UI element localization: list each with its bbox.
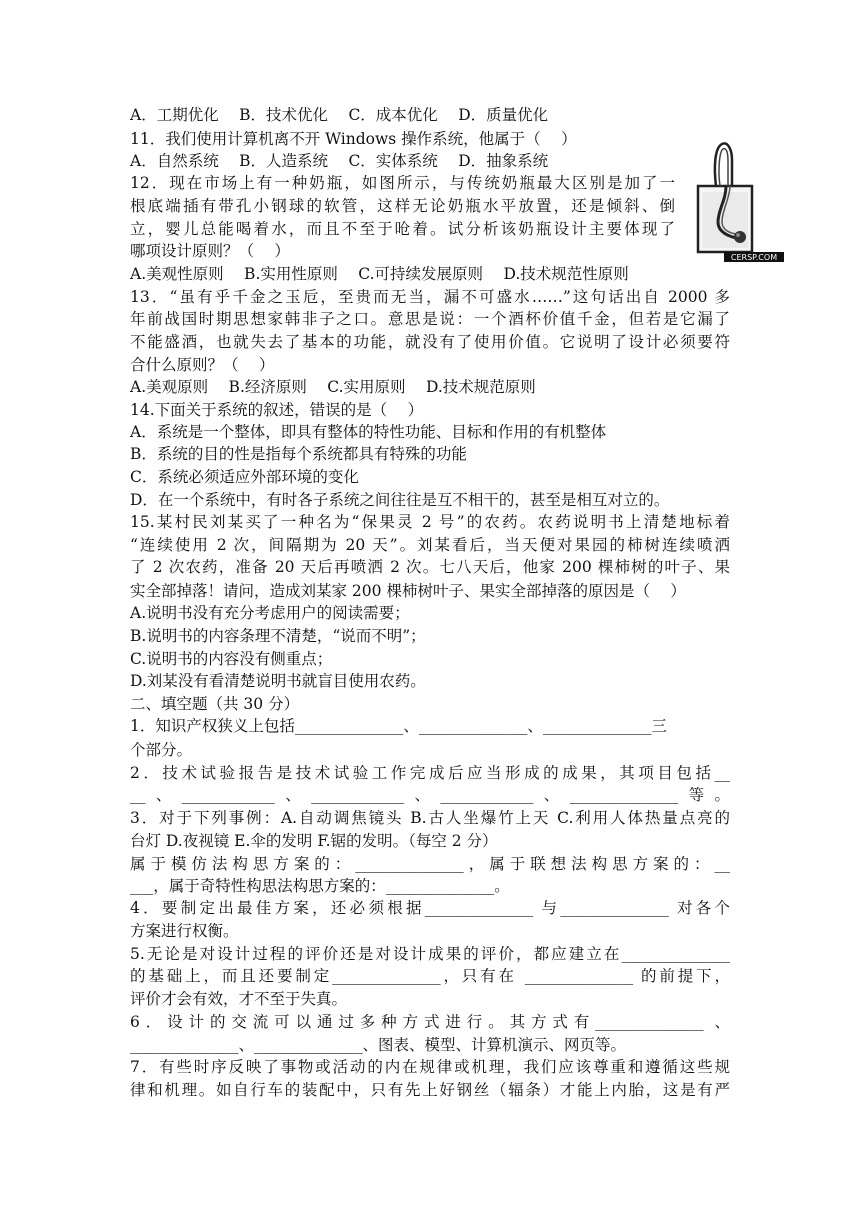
text-line: C.说明书的内容没有侧重点； (130, 650, 333, 668)
text-line: C．系统必须适应外部环境的变化 (130, 468, 359, 486)
text-line: 13．“虽有乎千金之玉卮，至贵而无当，漏不可盛水……”这句话出自 2000 多 (130, 288, 730, 306)
text-line: D．在一个系统中，有时各子系统之间往往是互不相干的，甚至是相互对立的。 (130, 491, 670, 509)
baby-bottle-figure (688, 140, 784, 262)
text-line: 7．有些时序反映了事物或活动的内在规律或机理，我们应该尊重和遵循这些规 (130, 1058, 730, 1076)
text-line: 台灯 D.夜视镜 E.伞的发明 F.锯的发明。（每空 2 分） (130, 832, 498, 850)
text-line: 根底端插有带孔小钢球的软管，这样无论奶瓶水平放置，还是倾斜、倒 (130, 197, 675, 215)
text-line: 年前战国时期思想家韩非子之口。意思是说：一个酒杯价值千金，但若是它漏了 (130, 310, 730, 328)
text-line: A．系统是一个整体，即具有整体的特性功能、目标和作用的有机整体 (130, 423, 607, 441)
text-line: 不能盛酒，也就失去了基本的功能，就没有了使用价值。它说明了设计必须要符 (130, 333, 730, 351)
text-line: __、____________、____________、____________、______________等。 (130, 786, 730, 804)
text-line: A.美观性原则 B.实用性原则 C.可持续发展原则 D.技术规范性原则 (130, 265, 629, 283)
text-line: ___，属于奇特性构思法构思方案的：______________。 (130, 877, 510, 895)
text-line: ______________、______________、图表、模型、计算机演示、网页等。 (130, 1036, 627, 1054)
text-line: 属于模仿法构思方案的：______________，属于联想法构思方案的：__ (130, 855, 730, 873)
text-line: 4．要制定出最佳方案，还必须根据______________ 与______________ 对各个 (130, 899, 730, 917)
text-line: A.说明书没有充分考虑用户的阅读需要； (130, 604, 410, 622)
text-line: 3．对于下列事例：A.自动调焦镜头 B.古人坐爆竹上天 C.利用人体热量点亮的 (130, 809, 730, 827)
text-line: 方案进行权衡。 (130, 922, 239, 940)
text-line: 15.某村民刘某买了一种名为“保果灵 2 号”的农药。农药说明书上清楚地标着 (130, 513, 730, 531)
text-line: B．系统的目的性是指每个系统都具有特殊的功能 (130, 445, 467, 463)
text-line: 实全部掉落！请问，造成刘某家 200 棵柿树叶子、果实全部掉落的原因是（ ） (130, 582, 686, 600)
text-line: 12．现在市场上有一种奶瓶，如图所示，与传统奶瓶最大区别是加了一 (130, 174, 675, 192)
text-line: A．工期优化 B．技术优化 C．成本优化 D．质量优化 (130, 106, 549, 124)
text-line: “连续使用 2 次，间隔期为 20 天”。刘某看后，当天便对果园的柿树连续喷洒 (130, 536, 730, 554)
text-line: 二、填空题（共 30 分） (130, 695, 300, 713)
watermark-text: CERSP.COM (730, 253, 778, 262)
text-line: 6．设计的交流可以通过多种方式进行。其方式有______________ 、 (130, 1013, 730, 1031)
text-line: 了 2 次农药，准备 20 天后再喷洒 2 次。七八天后，他家 200 棵柿树的叶子、果 (130, 558, 730, 576)
text-line: 的基础上，而且还要制定______________，只有在 ______________ 的前提下， (130, 967, 730, 985)
text-line: A.美观原则 B.经济原则 C.实用原则 D.技术规范原则 (130, 378, 536, 396)
text-line: 11．我们使用计算机离不开 Windows 操作系统，他属于（ ） (130, 130, 577, 148)
text-line: 评价才会有效，才不至于失真。 (130, 990, 348, 1008)
text-line: 5.无论是对设计过程的评价还是对设计成果的评价，都应建立在______________ (130, 945, 730, 963)
baby-bottle-icon (688, 140, 784, 262)
text-line: 律和机理。如自行车的装配中，只有先上好钢丝（辐条）才能上内胎，这是有严 (130, 1081, 730, 1099)
text-line: B.说明书的内容条理不清楚，“说而不明”； (130, 627, 426, 645)
text-line: A．自然系统 B．人造系统 C．实体系统 D．抽象系统 (130, 152, 549, 170)
text-line: 14.下面关于系统的叙述，错误的是（ ） (130, 401, 424, 419)
text-line: 个部分。 (130, 741, 193, 759)
text-line: 2．技术试验报告是技术试验工作完成后应当形成的成果，其项目包括__ (130, 764, 730, 782)
text-line: 1．知识产权狭义上包括______________、______________、______________三 (130, 717, 667, 735)
text-line: 合什么原则？（ ） (130, 356, 275, 374)
text-line: 哪项设计原则？（ ） (130, 242, 290, 260)
text-line: 立，婴儿总能喝着水，而且不至于呛着。试分析该奶瓶设计主要体现了 (130, 220, 675, 238)
text-line: D.刘某没有看清楚说明书就盲目使用农药。 (130, 672, 426, 690)
